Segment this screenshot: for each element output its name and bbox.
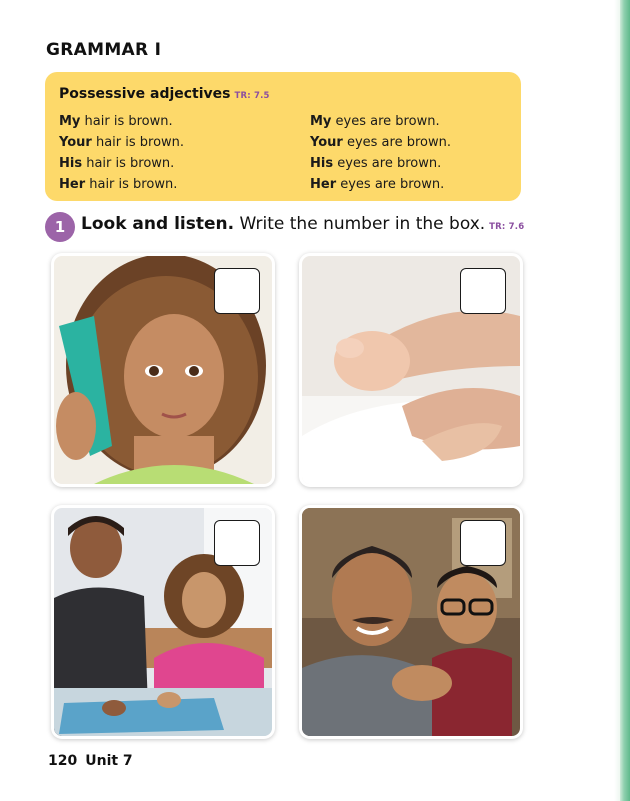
sentence-rest: hair is brown. bbox=[80, 114, 173, 129]
answer-box[interactable] bbox=[214, 520, 260, 566]
grammar-column-eyes bbox=[310, 111, 451, 195]
section-title: GRAMMAR I bbox=[46, 40, 162, 60]
grammar-row bbox=[59, 153, 184, 174]
answer-box[interactable] bbox=[460, 520, 506, 566]
possessive-adjective: Her bbox=[59, 177, 86, 192]
photo-girl-with-comb bbox=[54, 256, 272, 484]
photo-boy-and-girl bbox=[54, 508, 272, 736]
sentence-rest: eyes are brown. bbox=[333, 156, 442, 171]
grammar-row bbox=[310, 174, 451, 195]
grammar-heading-text: Possessive adjectives bbox=[59, 86, 231, 102]
possessive-adjective: My bbox=[59, 114, 81, 129]
possessive-adjective: My bbox=[310, 114, 332, 129]
grammar-box bbox=[45, 72, 521, 201]
instruction-text: Write the number in the box. bbox=[234, 214, 486, 234]
possessive-adjective: Your bbox=[310, 135, 343, 150]
activity-instruction bbox=[81, 214, 524, 234]
sentence-rest: hair is brown. bbox=[91, 135, 185, 150]
page-number: 120 bbox=[48, 753, 78, 769]
photo-baby-hand bbox=[302, 256, 520, 484]
possessive-adjective: His bbox=[59, 156, 83, 171]
grammar-column-hair bbox=[59, 111, 184, 195]
unit-label: Unit 7 bbox=[85, 753, 133, 769]
page-footer bbox=[48, 753, 133, 769]
grammar-row bbox=[310, 153, 451, 174]
track-label: TR: 7.6 bbox=[489, 222, 525, 232]
sentence-rest: eyes are brown. bbox=[331, 114, 440, 129]
sentence-rest: eyes are brown. bbox=[336, 177, 445, 192]
grammar-row bbox=[310, 132, 451, 153]
page-edge-strip bbox=[620, 0, 630, 801]
possessive-adjective: Her bbox=[310, 177, 337, 192]
possessive-adjective: Your bbox=[59, 135, 92, 150]
answer-box[interactable] bbox=[214, 268, 260, 314]
possessive-adjective: His bbox=[310, 156, 334, 171]
track-label: TR: 7.5 bbox=[234, 91, 270, 101]
sentence-rest: hair is brown. bbox=[82, 156, 175, 171]
answer-box[interactable] bbox=[460, 268, 506, 314]
sentence-rest: hair is brown. bbox=[85, 177, 178, 192]
sentence-rest: eyes are brown. bbox=[342, 135, 451, 150]
instruction-bold: Look and listen. bbox=[81, 214, 235, 234]
photo-grandfather-and-grandson bbox=[302, 508, 520, 736]
activity-number-badge: 1 bbox=[45, 212, 75, 242]
grammar-row bbox=[310, 111, 451, 132]
grammar-row bbox=[59, 132, 184, 153]
grammar-box-heading bbox=[59, 86, 270, 102]
grammar-row bbox=[59, 174, 184, 195]
grammar-row bbox=[59, 111, 184, 132]
